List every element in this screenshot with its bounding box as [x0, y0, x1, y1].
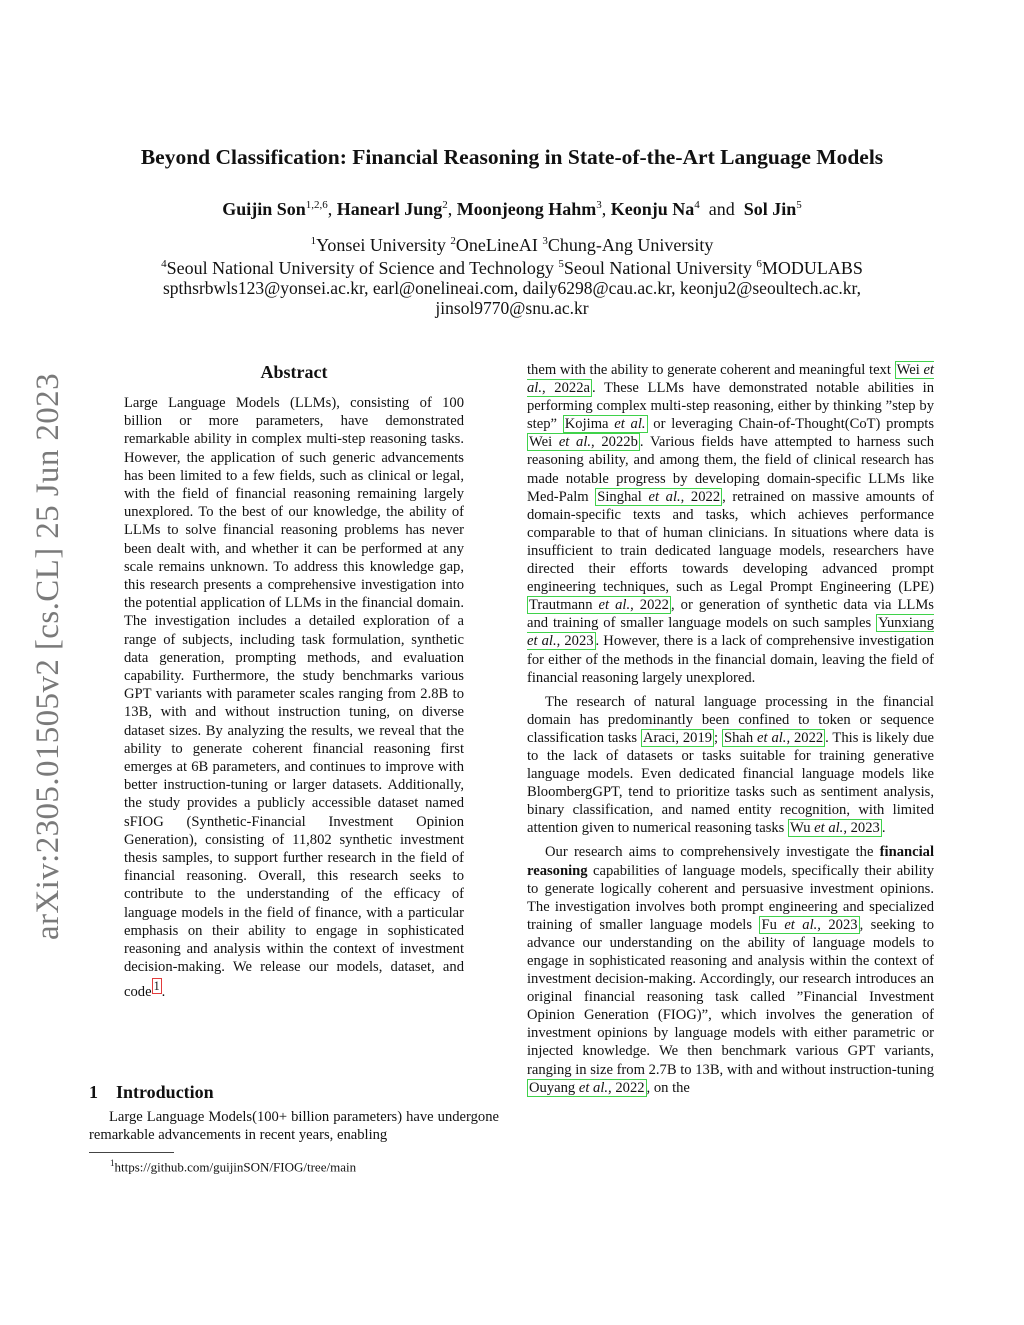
citation-link[interactable]	[722, 729, 825, 747]
footnote-divider	[89, 1152, 174, 1153]
paper-title: Beyond Classification: Financial Reasoning in State-of-the-Art Language Models	[140, 145, 884, 169]
cite-etal: et al.	[527, 362, 934, 397]
cite-author: Shah	[723, 729, 758, 746]
text-run: The research of natural language processing in the financial domain has predominantly been confined to token or sequence classification tasks	[527, 693, 934, 746]
affiliation: OneLineAI	[455, 235, 538, 255]
affiliations-line-2	[80, 253, 944, 280]
abstract-end: .	[161, 983, 166, 1000]
footnote	[110, 1158, 356, 1175]
affiliation: MODULABS	[761, 258, 863, 278]
section-heading-introduction	[89, 1082, 214, 1103]
arxiv-identifier: arXiv:2305.01505v2 [cs.CL] 25 Jun 2023	[30, 373, 66, 940]
author-separator: ,	[327, 199, 333, 219]
paragraph	[527, 843, 934, 1096]
citation-link[interactable]	[563, 415, 648, 433]
text-run: . Various fields have attempted to harness such reasoning ability, and among them, the field of clinical research has made notable progress by developing domain-specific LLMs like Med-Palm	[527, 434, 934, 505]
affil-sup: 6	[756, 258, 762, 270]
author-affil-sup: 5	[796, 199, 802, 211]
cite-author: Kojima	[564, 416, 615, 433]
bold-term: financial reasoning	[527, 844, 934, 879]
cite-author: Yunxiang	[878, 615, 934, 632]
email-line: jinsol9770@snu.ac.kr	[435, 298, 589, 318]
affil-sup: 5	[558, 258, 564, 270]
email-line: spthsrbwls123@yonsei.ac.kr, earl@onelineai.com, daily6298@cau.ac.kr, keonju2@seoultech.ac.kr,	[163, 278, 861, 298]
cite-etal: et al.	[614, 416, 646, 433]
cite-etal: et al.	[648, 488, 681, 505]
right-column	[527, 361, 934, 1103]
text-run: or leveraging Chain-of-Thought(CoT) prompts	[647, 416, 934, 433]
cite-author: Wu	[790, 820, 815, 837]
paragraph	[527, 361, 934, 687]
text-run: .	[881, 820, 886, 837]
cite-author: Trautmann	[529, 597, 599, 614]
citation-link[interactable]: Araci, 2019	[642, 729, 713, 746]
author-name: Hanearl Jung	[336, 199, 443, 219]
section-number: 1	[89, 1082, 98, 1102]
cite-etal: et al.	[527, 633, 557, 650]
author-and: and	[708, 199, 735, 219]
text-run: . However, there is a lack of comprehensive investigation for either of the methods in the financial domain, leaving the field of financial reasoning largely unexplored.	[527, 633, 934, 686]
author-name: Keonju Na	[610, 199, 695, 219]
author-affil-sup: 1,2,6	[305, 199, 328, 211]
cite-year: , 2023	[817, 916, 858, 933]
cite-etal: et al.	[757, 729, 787, 746]
affil-sup: 2	[450, 235, 456, 247]
text-run: , or generation of synthetic data via LLMs and training of smaller language models on such samples	[527, 597, 934, 632]
text-run: Our research aims to comprehensively investigate the	[545, 844, 880, 861]
text-run: , on the	[646, 1079, 690, 1096]
author-affil-sup: 2	[442, 199, 448, 211]
cite-etal: et al.	[814, 820, 844, 837]
author-emails	[80, 278, 944, 318]
cite-author: Wei	[529, 434, 559, 451]
cite-year: , 2022b	[591, 434, 638, 451]
cite-etal: et al.	[784, 916, 818, 933]
citation-link[interactable]	[527, 596, 671, 614]
affil-sup: 3	[542, 235, 548, 247]
cite-year: , 2023	[843, 820, 880, 837]
text-run: . These LLMs have demonstrated notable abilities in performing complex multi-step reasoning, either by thinking ”step by step”	[527, 380, 934, 433]
abstract-heading: Abstract	[260, 362, 328, 382]
text-run: capabilities of language models, specifically their ability to generate logically coherent and persuasive investment opinions. The investigation involves both prompt engineering and specialized training of smaller language models	[527, 862, 934, 933]
cite-year: , 2022	[630, 597, 669, 614]
affiliation: Seoul National University	[563, 258, 752, 278]
citation-link[interactable]	[595, 488, 722, 506]
author-separator: ,	[601, 199, 607, 219]
author-separator: ,	[447, 199, 453, 219]
cite-author: Ouyang	[529, 1079, 579, 1096]
footnote-url[interactable]: https://github.com/guijinSON/FIOG/tree/main	[114, 1159, 357, 1175]
text-run: . This is likely due to the lack of datasets or tasks suitable for training generative language models. Even dedicated financial language models like BloombergGPT, tend to prioritize tasks such as sentiment analysis, binary classification, and named entity recognition, with limited attention given to numerical reasoning tasks	[527, 729, 935, 837]
author-name: Sol Jin	[743, 199, 797, 219]
paragraph	[527, 693, 934, 838]
author-name: Moonjeong Hahm	[456, 199, 597, 219]
affil-sup: 1	[310, 235, 317, 247]
cite-year: , 2022	[680, 488, 721, 505]
abstract-text	[124, 394, 464, 1001]
cite-year: , 2022a	[542, 380, 590, 397]
cite-author: Fu	[761, 916, 785, 933]
cite-year: , 2022	[786, 729, 824, 746]
text-run: them with the ability to generate coherent and meaningful text	[527, 362, 895, 378]
author-affil-sup: 3	[596, 199, 602, 211]
text-run: , retrained on massive amounts of domain-specific texts and tasks, which achieves performance comparable to that of human clinicians. In situations where data is insufficient to train dedicated language models, researchers have directed their efforts towards developing advanced prompt engineering techniques, such as Legal Prompt Engineering (LPE)	[527, 488, 935, 596]
abstract-body-text: Large Language Models (LLMs), consisting of 100 billion or more parameters, have demonstrated remarkable ability in complex multi-step reasoning tasks. However, the application of such generic advancements has been limited to a few fields, such as clinical or legal, with the field of financial reasoning remaining largely unexplored. To the best of our knowledge, the ability of LLMs to solve financial reasoning problems has never been dealt with, and whether it can be performed at any scale remains unknown. To address this knowledge gap, this research presents a comprehensive investigation into the potential application of LLMs in the financial domain. The investigation includes a detailed exploration of a range of subjects, including task formulation, synthetic data generation, prompting methods, and evaluation capability. Furthermore, the study benchmarks various GPT variants with parameter scales ranging from 2.8B to 13B, with and without instruction tuning, on diverse dataset sizes. By analyzing the results, we reveal that the ability to generate coherent financial reasoning first emerges at 6B parameters, and continues to improve with better instruction-tuning or larger datasets. Additionally, the study provides a publicly accessible dataset named sFIOG (Synthetic-Financial Investment Opinion Generation), consisting of 11,802 synthetic investment thesis samples, to support further research in the field of financial reasoning. Overall, this research seeks to contribute to the understanding of the efficacy of language models in the field of finance, with a particular emphasis on their ability to engage in sophisticated reasoning and analysis within the context of investment decision-making. We release our models, dataset, and code	[124, 395, 464, 1000]
cite-author: Wei	[896, 362, 924, 378]
author-name: Guijin Son	[222, 199, 306, 219]
affil-sup: 4	[161, 258, 167, 270]
cite-etal: et al.	[598, 597, 631, 614]
citation-link[interactable]	[527, 433, 640, 451]
footnote-link[interactable]: 1	[153, 978, 160, 993]
author-list	[60, 199, 964, 220]
citation-link[interactable]	[527, 1079, 647, 1097]
affiliation: Seoul National University of Science and Technology	[166, 258, 554, 278]
text-run: ;	[714, 729, 722, 746]
citation-link[interactable]	[759, 916, 859, 934]
affiliation: Yonsei University	[316, 235, 446, 255]
footnote-marker: 1	[110, 1158, 115, 1168]
intro-paragraph-start: Large Language Models(100+ billion parameters) have undergone remarkable advancements in recent years, enabling	[89, 1109, 499, 1143]
affiliation: Chung-Ang University	[547, 235, 714, 255]
cite-etal: et al.	[558, 434, 592, 451]
cite-year: , 2023	[556, 633, 594, 650]
section-title: Introduction	[116, 1082, 214, 1102]
text-run: , seeking to advance our understanding on the ability of language models to engage in sophisticated reasoning and analysis within the context of investment decision-making. Accordingly, our research introduces an original financial reasoning task called ”Financial Investment Opinion Generation (FIOG)”, which involves the generation of investment opinions by language models with either parametric or injected knowledge. We then benchmark various GPT variants, ranging in size from 2.7B to 13B, with and without instruction-tuning	[527, 916, 934, 1078]
author-affil-sup: 4	[694, 199, 700, 211]
cite-author: Singhal	[597, 488, 649, 505]
cite-year: , 2022	[608, 1079, 645, 1096]
citation-link[interactable]	[788, 819, 882, 837]
cite-etal: et al.	[578, 1079, 609, 1096]
